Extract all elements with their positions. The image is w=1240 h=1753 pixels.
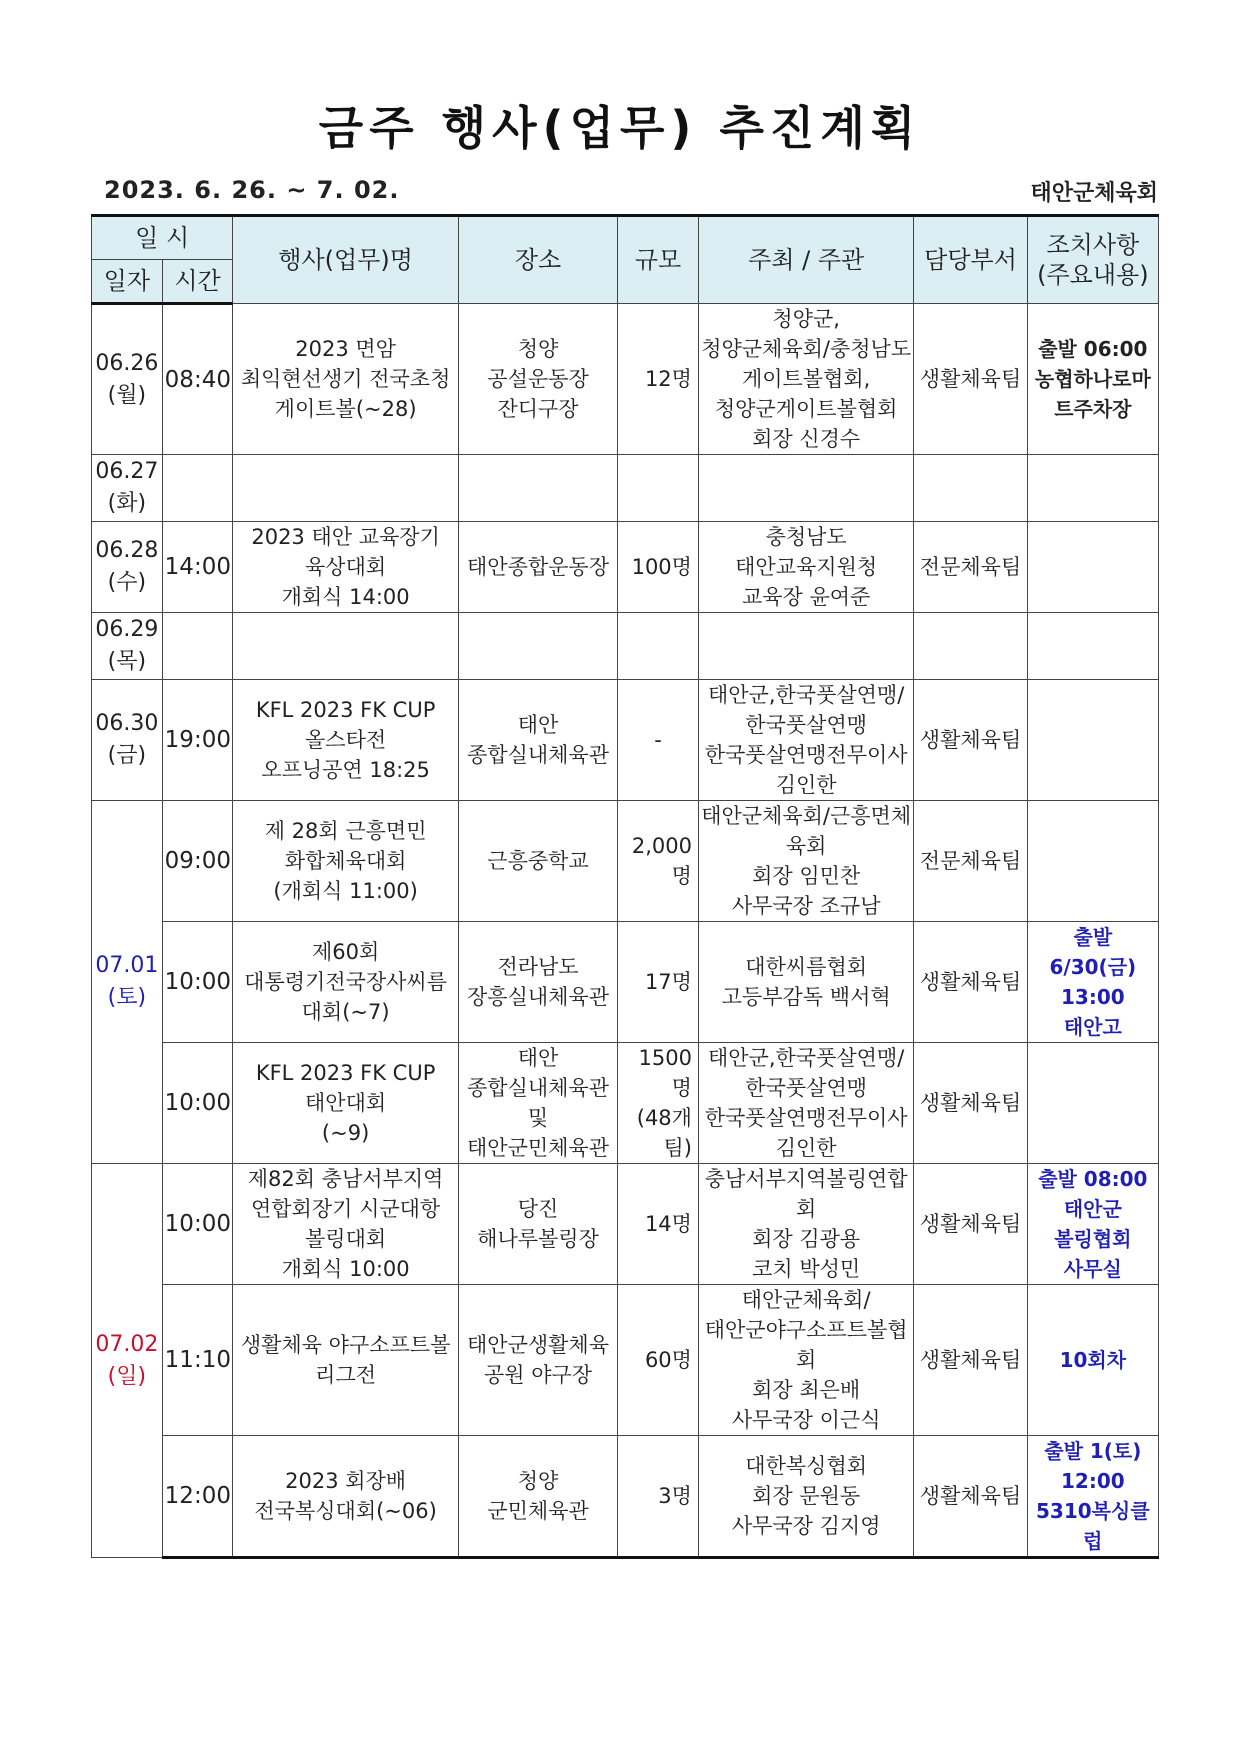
department-cell: 생활체육팀 [914, 1164, 1027, 1285]
venue-cell-line: 공설운동장 [487, 367, 589, 391]
action-cell-line: 출발 08:00 [1038, 1167, 1148, 1191]
host-cell [698, 304, 913, 455]
event-name-cell [233, 922, 459, 1043]
host-cell-line: 한국풋살연맹전무이사 [704, 1106, 908, 1130]
host-cell-line: 회장 김광용 [752, 1227, 861, 1251]
scale-cell-line: 1500 [638, 1046, 692, 1070]
action-cell-line: 12:00 [1061, 1469, 1125, 1493]
event-name-cell-line: 태안대회 [305, 1091, 387, 1115]
event-name-cell-line: (개회식 11:00) [273, 879, 418, 903]
action-cell-line: 13:00 [1061, 985, 1125, 1009]
host-cell-line: 회장 최은배 [752, 1378, 861, 1402]
action-cell [1027, 1164, 1158, 1285]
host-cell-line: 회장 문원동 [752, 1484, 861, 1508]
department-cell: 생활체육팀 [914, 1436, 1027, 1558]
action-cell [1027, 304, 1158, 455]
venue-cell [458, 613, 617, 680]
action-cell-line: 태안고 [1063, 1015, 1122, 1039]
event-name-cell [233, 1436, 459, 1558]
venue-cell-line: 근흥중학교 [487, 849, 589, 873]
action-cell-line: 출발 [1073, 925, 1113, 949]
event-name-cell-line: 올스타전 [305, 728, 387, 752]
table-row [92, 522, 1159, 613]
event-name-cell-line: 2023 면암 [295, 337, 396, 361]
venue-cell-line: 전라남도 [497, 955, 579, 979]
time-cell: 12:00 [162, 1436, 233, 1558]
event-name-cell-line: 생활체육 야구소프트볼 [240, 1333, 451, 1357]
event-name-cell-line: 게이트볼(~28) [274, 397, 417, 421]
venue-cell-line: 잔디구장 [497, 397, 579, 421]
action-cell [1027, 613, 1158, 680]
header-time: 시간 [162, 260, 233, 304]
department-cell: 생활체육팀 [914, 922, 1027, 1043]
department-cell: 생활체육팀 [914, 304, 1027, 455]
event-name-cell-line: 2023 회장배 [285, 1469, 407, 1493]
date-cell [92, 304, 163, 455]
host-cell-line: 태안군야구소프트볼협회 [704, 1318, 908, 1372]
action-cell-line: 10회차 [1059, 1348, 1127, 1372]
time-cell [162, 455, 233, 522]
scale-cell-line: 12명 [644, 367, 692, 391]
table-row [92, 1285, 1159, 1436]
action-cell [1027, 522, 1158, 613]
host-cell-line: 태안군,한국풋살연맹/ [707, 683, 905, 707]
host-cell-line: 회장 신경수 [752, 427, 861, 451]
date-range: 2023. 6. 26. ~ 7. 02. [104, 176, 400, 204]
date-cell [92, 1164, 163, 1558]
host-cell [698, 801, 913, 922]
header-action [1027, 216, 1158, 304]
venue-cell-line: 종합실내체육관 [467, 743, 610, 767]
table-row [92, 613, 1159, 680]
event-name-cell [233, 1285, 459, 1436]
organization-name: 태안군체육회 [1030, 181, 1158, 206]
event-name-cell [233, 1043, 459, 1164]
host-cell-line: 사무국장 김지영 [731, 1514, 881, 1538]
scale-cell [618, 522, 699, 613]
action-cell-line: 6/30(금) [1049, 955, 1137, 979]
venue-cell-line: 종합실내체육관 [467, 1076, 610, 1100]
event-name-cell [233, 455, 459, 522]
venue-cell-line: 청양 [517, 1469, 559, 1493]
event-name-cell-line: 연합회장기 시군대항 [250, 1197, 441, 1221]
schedule-table [91, 214, 1159, 1559]
date-cell [92, 801, 163, 1164]
host-cell-line: 사무국장 이근식 [731, 1408, 881, 1432]
event-name-cell [233, 680, 459, 801]
host-cell [698, 1436, 913, 1558]
host-cell-line: 김인한 [775, 1136, 837, 1160]
department-cell: 전문체육팀 [914, 801, 1027, 922]
host-cell-line: 태안교육지원청 [735, 555, 878, 579]
scale-cell-line: 3명 [658, 1484, 692, 1508]
event-name-cell-line: (~9) [321, 1121, 370, 1145]
time-cell: 19:00 [162, 680, 233, 801]
host-cell-line: 태안군체육회/근흥면체 [701, 804, 912, 828]
host-cell-line: 사무국장 조규남 [731, 894, 881, 918]
scale-cell-line: 명 [671, 1076, 692, 1100]
venue-cell [458, 922, 617, 1043]
event-name-cell-line: 대회(~7) [301, 1000, 390, 1024]
date-text: 06.29 [95, 617, 159, 642]
host-cell-line: 대한복싱협회 [745, 1454, 868, 1478]
weekday-text: (금) [107, 743, 147, 768]
date-text: 07.02 [95, 1331, 159, 1357]
department-cell [914, 455, 1027, 522]
scale-cell-line: - [654, 728, 662, 752]
host-cell-line: 한국풋살연맹 [745, 1076, 868, 1100]
venue-cell [458, 1043, 617, 1164]
venue-cell [458, 455, 617, 522]
scale-cell-line: 팀) [663, 1136, 692, 1160]
scale-cell-line: 명 [671, 864, 692, 888]
scale-cell [618, 1043, 699, 1164]
host-cell-line: 청양군게이트볼협회 [714, 397, 898, 421]
event-name-cell-line: 육상대회 [305, 555, 387, 579]
host-cell [698, 680, 913, 801]
header-venue: 장소 [458, 216, 617, 304]
action-cell-line: 트주차장 [1054, 397, 1132, 421]
date-cell [92, 455, 163, 522]
host-cell-line: 한국풋살연맹전무이사 [704, 743, 908, 767]
venue-cell-line: 태안 [517, 713, 559, 737]
department-cell: 생활체육팀 [914, 1043, 1027, 1164]
venue-cell [458, 522, 617, 613]
action-cell-line: 5310복싱클럽 [1036, 1499, 1150, 1553]
host-cell-line: 육회 [785, 834, 827, 858]
venue-cell [458, 1436, 617, 1558]
scale-cell-line: 2,000 [631, 834, 692, 858]
event-name-cell-line: 제 28회 근흥면민 [264, 819, 427, 843]
header-date: 일자 [92, 260, 163, 304]
scale-cell [618, 455, 699, 522]
event-name-cell-line: 오프닝공연 18:25 [261, 758, 430, 782]
scale-cell-line: 100명 [631, 555, 692, 579]
scale-cell [618, 680, 699, 801]
date-text: 06.28 [95, 538, 159, 563]
venue-cell [458, 1164, 617, 1285]
weekday-text: (월) [107, 382, 147, 408]
host-cell [698, 455, 913, 522]
venue-cell [458, 680, 617, 801]
event-name-cell-line: 전국복싱대회(~06) [254, 1499, 437, 1523]
host-cell [698, 1285, 913, 1436]
action-cell [1027, 680, 1158, 801]
event-name-cell-line: 최익현선생기 전국초청 [240, 367, 451, 391]
weekday-text: (일) [107, 1363, 147, 1389]
schedule-body [92, 304, 1159, 1558]
table-row [92, 455, 1159, 522]
action-cell [1027, 801, 1158, 922]
event-name-cell-line: 제60회 [311, 940, 380, 964]
host-cell-line: 한국풋살연맹 [745, 713, 868, 737]
event-name-cell-line: 대통령기전국장사씨름 [244, 970, 448, 994]
host-cell-line: 충남서부지역볼링연합회 [704, 1167, 908, 1221]
weekday-text: (목) [107, 649, 147, 674]
department-cell: 전문체육팀 [914, 522, 1027, 613]
host-cell-line: 청양군체육회/충청남도 [701, 337, 912, 361]
host-cell-line: 교육장 윤여준 [741, 585, 871, 609]
time-cell: 14:00 [162, 522, 233, 613]
venue-cell-line: 및 [527, 1106, 549, 1130]
action-cell-line: 볼링협회 [1054, 1227, 1132, 1251]
scale-cell-line: (48개 [636, 1106, 692, 1130]
action-cell [1027, 1285, 1158, 1436]
action-cell-line: 출발 1(토) [1044, 1439, 1142, 1463]
department-cell: 생활체육팀 [914, 1285, 1027, 1436]
date-text: 06.27 [95, 459, 159, 484]
event-name-cell [233, 613, 459, 680]
event-name-cell [233, 522, 459, 613]
venue-cell-line: 태안군생활체육 [467, 1333, 610, 1357]
time-cell: 10:00 [162, 1043, 233, 1164]
time-cell: 10:00 [162, 922, 233, 1043]
event-name-cell-line: 2023 태안 교육장기 [251, 525, 440, 549]
host-cell [698, 1164, 913, 1285]
scale-cell-line: 17명 [644, 970, 692, 994]
host-cell [698, 1043, 913, 1164]
event-name-cell-line: 제82회 충남서부지역 [247, 1167, 444, 1191]
venue-cell-line: 당진 [517, 1197, 559, 1221]
date-cell [92, 680, 163, 801]
time-cell: 09:00 [162, 801, 233, 922]
venue-cell-line: 공원 야구장 [483, 1363, 593, 1387]
host-cell-line: 청양군, [772, 307, 840, 331]
scale-cell [618, 304, 699, 455]
table-row [92, 922, 1159, 1043]
action-cell [1027, 922, 1158, 1043]
event-name-cell-line: 리그전 [315, 1363, 377, 1387]
venue-cell-line: 청양 [517, 337, 559, 361]
table-row [92, 1164, 1159, 1285]
header-event: 행사(업무)명 [233, 216, 459, 304]
host-cell-line: 충청남도 [765, 525, 847, 549]
date-cell [92, 613, 163, 680]
weekday-text: (수) [107, 570, 147, 595]
venue-cell-line: 태안종합운동장 [467, 555, 610, 579]
scale-cell-line: 60명 [644, 1348, 692, 1372]
table-row [92, 304, 1159, 455]
table-row [92, 1436, 1159, 1558]
department-cell [914, 613, 1027, 680]
event-name-cell-line: 개회식 10:00 [281, 1257, 410, 1281]
time-cell [162, 613, 233, 680]
venue-cell [458, 1285, 617, 1436]
host-cell-line: 코치 박성민 [752, 1257, 861, 1281]
action-cell [1027, 1436, 1158, 1558]
venue-cell-line: 장흥실내체육관 [467, 985, 610, 1009]
date-text: 07.01 [95, 953, 159, 978]
host-cell-line: 대한씨름협회 [745, 955, 868, 979]
date-text: 06.26 [95, 350, 159, 376]
venue-cell-line: 태안군민체육관 [467, 1136, 610, 1160]
scale-cell [618, 1436, 699, 1558]
action-cell [1027, 1043, 1158, 1164]
weekday-text: (토) [107, 985, 147, 1010]
date-text: 06.30 [95, 711, 159, 736]
action-cell [1027, 455, 1158, 522]
time-cell: 08:40 [162, 304, 233, 455]
host-cell [698, 613, 913, 680]
time-cell: 11:10 [162, 1285, 233, 1436]
event-name-cell [233, 1164, 459, 1285]
host-cell-line: 고등부감독 백서혁 [721, 985, 891, 1009]
header-scale: 규모 [618, 216, 699, 304]
table-row [92, 801, 1159, 922]
action-cell-line: 사무실 [1063, 1257, 1122, 1281]
event-name-cell-line: 화합체육대회 [284, 849, 407, 873]
host-cell-line: 회장 임민찬 [752, 864, 861, 888]
action-cell-line: 출발 06:00 [1038, 337, 1148, 361]
header-action-line2: (주요내용) [1037, 261, 1149, 289]
scale-cell [618, 1164, 699, 1285]
host-cell-line: 게이트볼협회, [741, 367, 871, 391]
host-cell-line: 김인한 [775, 773, 837, 797]
venue-cell [458, 801, 617, 922]
event-name-cell-line: 볼링대회 [305, 1227, 387, 1251]
date-cell [92, 522, 163, 613]
venue-cell [458, 304, 617, 455]
time-cell: 10:00 [162, 1164, 233, 1285]
event-name-cell [233, 304, 459, 455]
scale-cell [618, 922, 699, 1043]
table-row [92, 680, 1159, 801]
scale-cell [618, 1285, 699, 1436]
action-cell-line: 농협하나로마 [1034, 367, 1151, 391]
scale-cell [618, 801, 699, 922]
header-department: 담당부서 [914, 216, 1027, 304]
event-name-cell-line: 개회식 14:00 [281, 585, 410, 609]
header-host: 주최 / 주관 [698, 216, 913, 304]
event-name-cell-line: KFL 2023 FK CUP [255, 1061, 436, 1085]
weekday-text: (화) [107, 491, 147, 516]
event-name-cell-line: KFL 2023 FK CUP [255, 698, 436, 722]
host-cell [698, 522, 913, 613]
header-schedule: 일 시 [92, 216, 233, 260]
department-cell: 생활체육팀 [914, 680, 1027, 801]
scale-cell-line: 14명 [644, 1212, 692, 1236]
host-cell-line: 태안군체육회/ [741, 1288, 871, 1312]
table-row [92, 1043, 1159, 1164]
host-cell-line: 태안군,한국풋살연맹/ [707, 1046, 905, 1070]
host-cell [698, 922, 913, 1043]
event-name-cell [233, 801, 459, 922]
action-cell-line: 태안군 [1063, 1197, 1122, 1221]
scale-cell [618, 613, 699, 680]
venue-cell-line: 군민체육관 [487, 1499, 589, 1523]
header-action-line1: 조치사항 [1046, 231, 1140, 259]
venue-cell-line: 태안 [517, 1046, 559, 1070]
page-title: 금주 행사(업무) 추진계획 [318, 101, 922, 155]
venue-cell-line: 해나루볼링장 [477, 1227, 599, 1251]
